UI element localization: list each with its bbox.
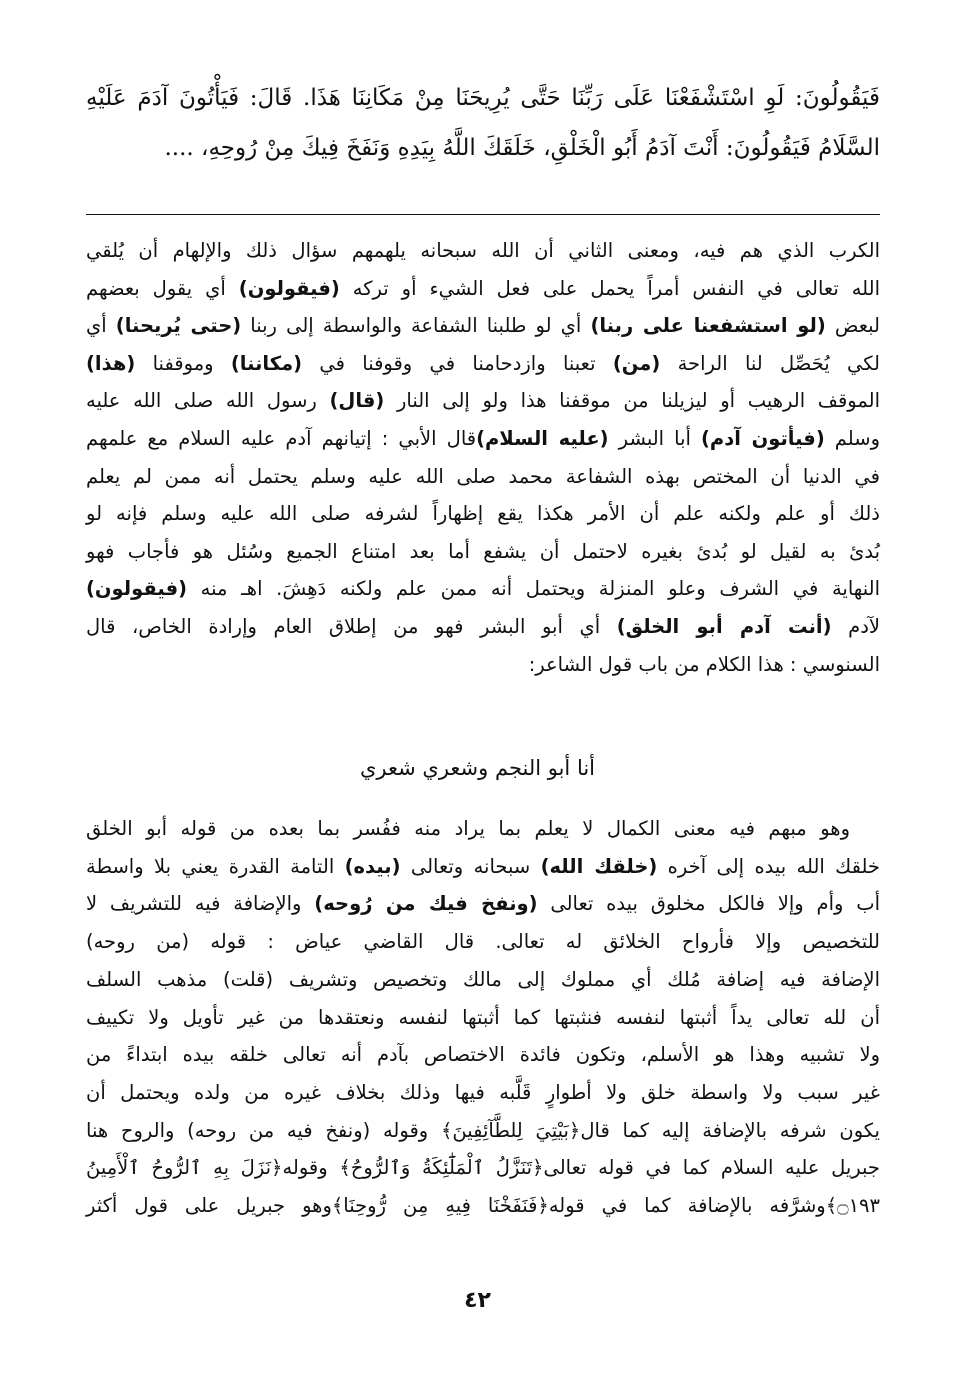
text-segment: ولا تشبيه وهذا هو الأسلم، وتكون فائدة الاختصاص بآدم أنه تعالى خلقه بيده ابتداءً من xyxy=(86,1043,880,1067)
text-segment: الموقف الرهيب أو ليزيلنا من موقفنا هذا ولو إلى النار xyxy=(384,389,880,413)
text-segment: النهاية في الشرف وعلو المنزلة ويحتمل أنه ممن علم ولكنه دَهِشَ. اهـ منه xyxy=(187,577,880,601)
bold-quoted-term: (خلقك الله) xyxy=(540,854,658,878)
text-segment: تعبنا وازدحامنا في وقوفنا في xyxy=(302,351,613,375)
text-line xyxy=(86,1191,880,1221)
text-segment: لبعض xyxy=(825,314,880,338)
text-line xyxy=(86,311,880,341)
text-segment: أي أبو البشر فهو من إطلاق العام وإرادة الخاص، قال xyxy=(86,615,617,638)
text-line xyxy=(86,236,880,266)
text-line xyxy=(86,130,880,166)
bold-quoted-term: (فيقولون) xyxy=(86,577,188,601)
page-number: ٤٢ xyxy=(464,1288,491,1313)
text-segment: خلقك الله بيده إلى آخره xyxy=(657,854,880,878)
bold-quoted-term: (ونفخ فيك من رُوحه) xyxy=(314,892,538,916)
text-segment: غير سبب ولا واسطة خلق ولا أطوارٍ قَلَّبه فيها وذلك بخلاف غيره من ولده ويحتمل أن xyxy=(86,1080,880,1104)
text-segment: أبا البشر xyxy=(608,427,702,450)
text-line xyxy=(86,1153,880,1183)
text-line xyxy=(86,1003,880,1033)
text-segment: والإضافة فيه للتشريف لا xyxy=(86,892,315,916)
text-segment: جبريل عليه السلام كما في قوله تعالى﴿تَنَزَّلُ ٱلْمَلَٰٓئِكَةُ وَٱلرُّوحُ﴾ وقوله﴿نَزَلَ بِهِ ٱلرُّوحُ ٱلْأَمِينُ xyxy=(86,1156,880,1180)
bold-quoted-term: (فيأتون آدم) xyxy=(701,427,825,450)
text-segment: أي يقول بعضهم xyxy=(86,276,239,300)
text-line xyxy=(86,80,880,116)
bold-quoted-term: (عليه السلام) xyxy=(476,427,609,450)
text-segment: أن لله تعالى يداً أثبتها لنفسه فنثبتها كما أثبتها لنفسه ونعتقدها من غير تأويل ولا تكييف xyxy=(86,1005,880,1029)
text-line xyxy=(86,1078,880,1108)
text-segment: لآدم xyxy=(831,615,881,638)
poem-verse: أنا أبو النجم وشعري شعري xyxy=(359,756,596,780)
bold-quoted-term: (هذا) xyxy=(86,351,136,375)
text-segment: سبحانه وتعالى xyxy=(400,854,541,878)
text-segment: يكون شرفه بالإضافة إليه كما قال﴿بَيْتِيَ لِلطَّآئِفِينَ﴾ وقوله (ونفخ فيه من روحه) والروح هنا xyxy=(86,1118,880,1142)
text-segment: التامة القدرة يعني بلا واسطة xyxy=(86,854,345,878)
text-line xyxy=(86,274,880,304)
text-segment: رسول الله صلى الله عليه xyxy=(86,389,330,413)
bold-quoted-term: (لو استشفعنا على ربنا) xyxy=(590,314,826,338)
text-segment: أي لو طلبنا الشفاعة والواسطة إلى ربنا xyxy=(241,314,591,338)
text-line xyxy=(86,537,880,567)
text-line xyxy=(86,814,850,844)
text-segment: ۝١٩٣﴾وشرَّفه بالإضافة كما في قوله﴿فَنَفَخْنَا فِيهِ مِن رُّوحِنَا﴾وهو جبريل على قول أكثر xyxy=(86,1194,880,1217)
footnote-divider xyxy=(86,214,880,215)
text-segment: فَيَقُولُونَ: لَوِ اسْتَشْفَعْنَا عَلَى رَبِّنَا حَتَّى يُرِيحَنَا مِنْ مَكَانِنَا هَذَا. قَالَ: فَيَأْتُونَ آدَمَ عَلَيْهِ xyxy=(86,85,880,111)
text-line xyxy=(86,927,880,957)
text-line xyxy=(86,852,880,882)
text-segment: السَّلَامُ فَيَقُولُونَ: أَنْتَ آدَمُ أَبُو الْخَلْقِ، خَلَقَكَ اللَّهُ بِيَدِهِ وَنَفَخَ فِيكَ مِنْ رُوحِهِ، .... xyxy=(164,135,880,161)
bold-quoted-term: (بيده) xyxy=(344,854,401,878)
text-segment: أي xyxy=(86,314,116,338)
text-line xyxy=(86,965,880,995)
text-line xyxy=(86,424,880,454)
text-segment: الكرب الذي هم فيه، ومعنى الثاني أن الله سبحانه يلهمهم سؤال ذلك والإلهام أن يُلقي xyxy=(86,239,880,262)
text-segment: وهو مبهم فيه معنى الكمال لا يعلم بما يراد منه ففُسر بما بعده من قوله أبو الخلق xyxy=(86,817,850,840)
text-segment: ذلك أو علم ولكنه علم أن الأمر هكذا يقع إظهاراً لشرفه صلى الله عليه وسلم فإنه لو xyxy=(86,502,880,526)
text-line xyxy=(86,1116,880,1146)
bold-quoted-term: (من) xyxy=(612,351,661,375)
text-line xyxy=(86,650,880,680)
text-line xyxy=(86,1040,880,1070)
text-segment: للتخصيص وإلا فأرواح الخلائق له تعالى. قال القاضي عياض : قوله (من روحه) xyxy=(86,930,880,954)
text-segment: قال الأبي : إتيانهم آدم عليه السلام مع علمهم xyxy=(86,427,477,450)
bold-quoted-term: (حتى يُريحنا) xyxy=(115,314,242,338)
text-segment: وموقفنا xyxy=(135,351,231,375)
text-segment: وسلم xyxy=(824,427,880,450)
text-segment: في الدنيا أن المختص بهذه الشفاعة محمد صلى الله عليه وسلم يحتمل أنه ممن لم يعلم xyxy=(86,464,880,488)
text-segment: الله تعالى في النفس أمراً يحمل على فعل الشيء أو تركه xyxy=(339,276,880,300)
bold-quoted-term: (فيقولون) xyxy=(238,276,340,300)
text-line xyxy=(86,386,880,416)
text-line xyxy=(86,349,880,379)
text-segment: بُدئ به لقيل لو بُدئ بغيره لاحتمل أن يشفع أما بعد امتناع الجميع وسُئل هو فأجاب فهو xyxy=(86,539,880,563)
text-segment: الإضافة فيه إضافة مُلك أي مملوك إلى مالك وتخصيص وتشريف (قلت) مذهب السلف xyxy=(86,967,880,991)
text-line xyxy=(86,499,880,529)
text-segment: السنوسي : هذا الكلام من باب قول الشاعر: xyxy=(528,652,880,676)
bold-quoted-term: (قال) xyxy=(329,389,385,413)
text-line xyxy=(86,612,880,642)
text-line xyxy=(86,889,880,919)
text-segment: أب وأم وإلا فالكل مخلوق بيده تعالى xyxy=(537,892,880,916)
text-line xyxy=(86,462,880,492)
bold-quoted-term: (مكاننا) xyxy=(230,351,303,375)
text-segment: لكي يُحَصِّل لنا الراحة xyxy=(660,351,880,375)
text-line xyxy=(86,574,880,604)
bold-quoted-term: (أنت آدم أبو الخلق) xyxy=(616,615,832,638)
